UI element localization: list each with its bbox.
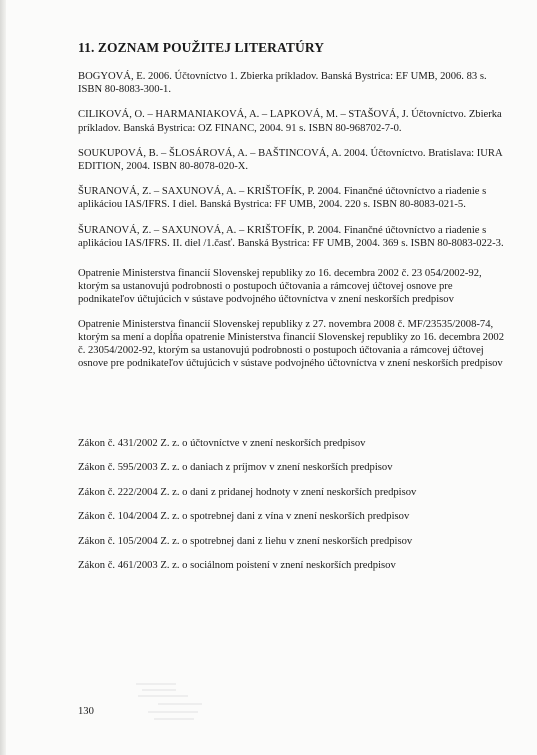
bibliography-entry: CILIKOVÁ, O. – HARMANIAKOVÁ, A. – LAPKOVÁ, M. – STAŠOVÁ, J. Účtovníctvo. Zbierka príkladov. Banská Bystrica: OZ FINANC, 2004. 91 s. ISBN 80-968702-7-0. <box>78 109 502 134</box>
law-reference: Zákon č. 431/2002 Z. z. o účtovníctve v znení neskorších predpisov <box>78 438 366 449</box>
bibliography-entry: Opatrenie Ministerstva financií Slovenskej republiky zo 16. decembra 2002 č. 23 054/2002-92, ktorým sa ustanovujú podrobnosti o postupoch účtovania a rámcovej účtovej osnove pre podnikateľov účtujúcich v sústave podvojného účtovníctva v znení neskorších predpisov <box>78 268 482 306</box>
law-reference: Zákon č. 595/2003 Z. z. o daniach z príjmov v znení neskorších predpisov <box>78 462 393 473</box>
law-reference: Zákon č. 222/2004 Z. z. o dani z pridanej hodnoty v znení neskorších predpisov <box>78 487 417 498</box>
bibliography-entry: BOGYOVÁ, E. 2006. Účtovníctvo 1. Zbierka príkladov. Banská Bystrica: EF UMB, 2006. 83 s. ISBN 80-8083-300-1. <box>78 71 487 96</box>
bibliography-entry: Opatrenie Ministerstva financií Slovenskej republiky z 27. novembra 2008 č. MF/23535/2008-74, ktorým sa mení a dopĺňa opatrenie Ministerstva financií Slovenskej republiky zo 16. decembra 2002 č. 23054/2002-92, ktorým sa ustanovujú podrobnosti o postupoch účtovania a rámcovej účtovej osnove pre podnikateľov účtujúcich v sústave podvojného účtovníctva v znení neskorších predpisov <box>78 318 504 370</box>
faded-stamp-mark <box>128 676 238 726</box>
law-reference: Zákon č. 104/2004 Z. z. o spotrebnej dani z vína v znení neskorších predpisov <box>78 511 410 522</box>
bibliography-entry: ŠURANOVÁ, Z. – SAXUNOVÁ, A. – KRIŠTOFÍK, P. 2004. Finančné účtovníctvo a riadenie s aplikáciou IAS/IFRS. I diel. Banská Bystrica: FF UMB, 2004. 220 s. ISBN 80-8083-021-5. <box>78 186 487 211</box>
section-heading: 11. ZOZNAM POUŽITEJ LITERATÚRY <box>78 40 325 55</box>
law-reference: Zákon č. 461/2003 Z. z. o sociálnom poistení v znení neskorších predpisov <box>78 560 396 571</box>
page-binding-edge <box>0 0 6 755</box>
bibliography-list <box>78 70 506 381</box>
law-reference: Zákon č. 105/2004 Z. z. o spotrebnej dani z liehu v znení neskorších predpisov <box>78 536 413 547</box>
bibliography-entry: SOUKUPOVÁ, B. – ŠLOSÁROVÁ, A. – BAŠTINCOVÁ, A. 2004. Účtovníctvo. Bratislava: IURA EDITION, 2004. ISBN 80-8078-020-X. <box>78 147 503 173</box>
bibliography-entry: ŠURANOVÁ, Z. – SAXUNOVÁ, A. – KRIŠTOFÍK, P. 2004. Finančné účtovníctvo a riadenie s aplikáciou IAS/IFRS. II. diel /1.časť. Banská Bystrica: FF UMB, 2004. 369 s. ISBN 80-8083-022-3. <box>78 224 504 249</box>
page-number: 130 <box>78 706 94 717</box>
